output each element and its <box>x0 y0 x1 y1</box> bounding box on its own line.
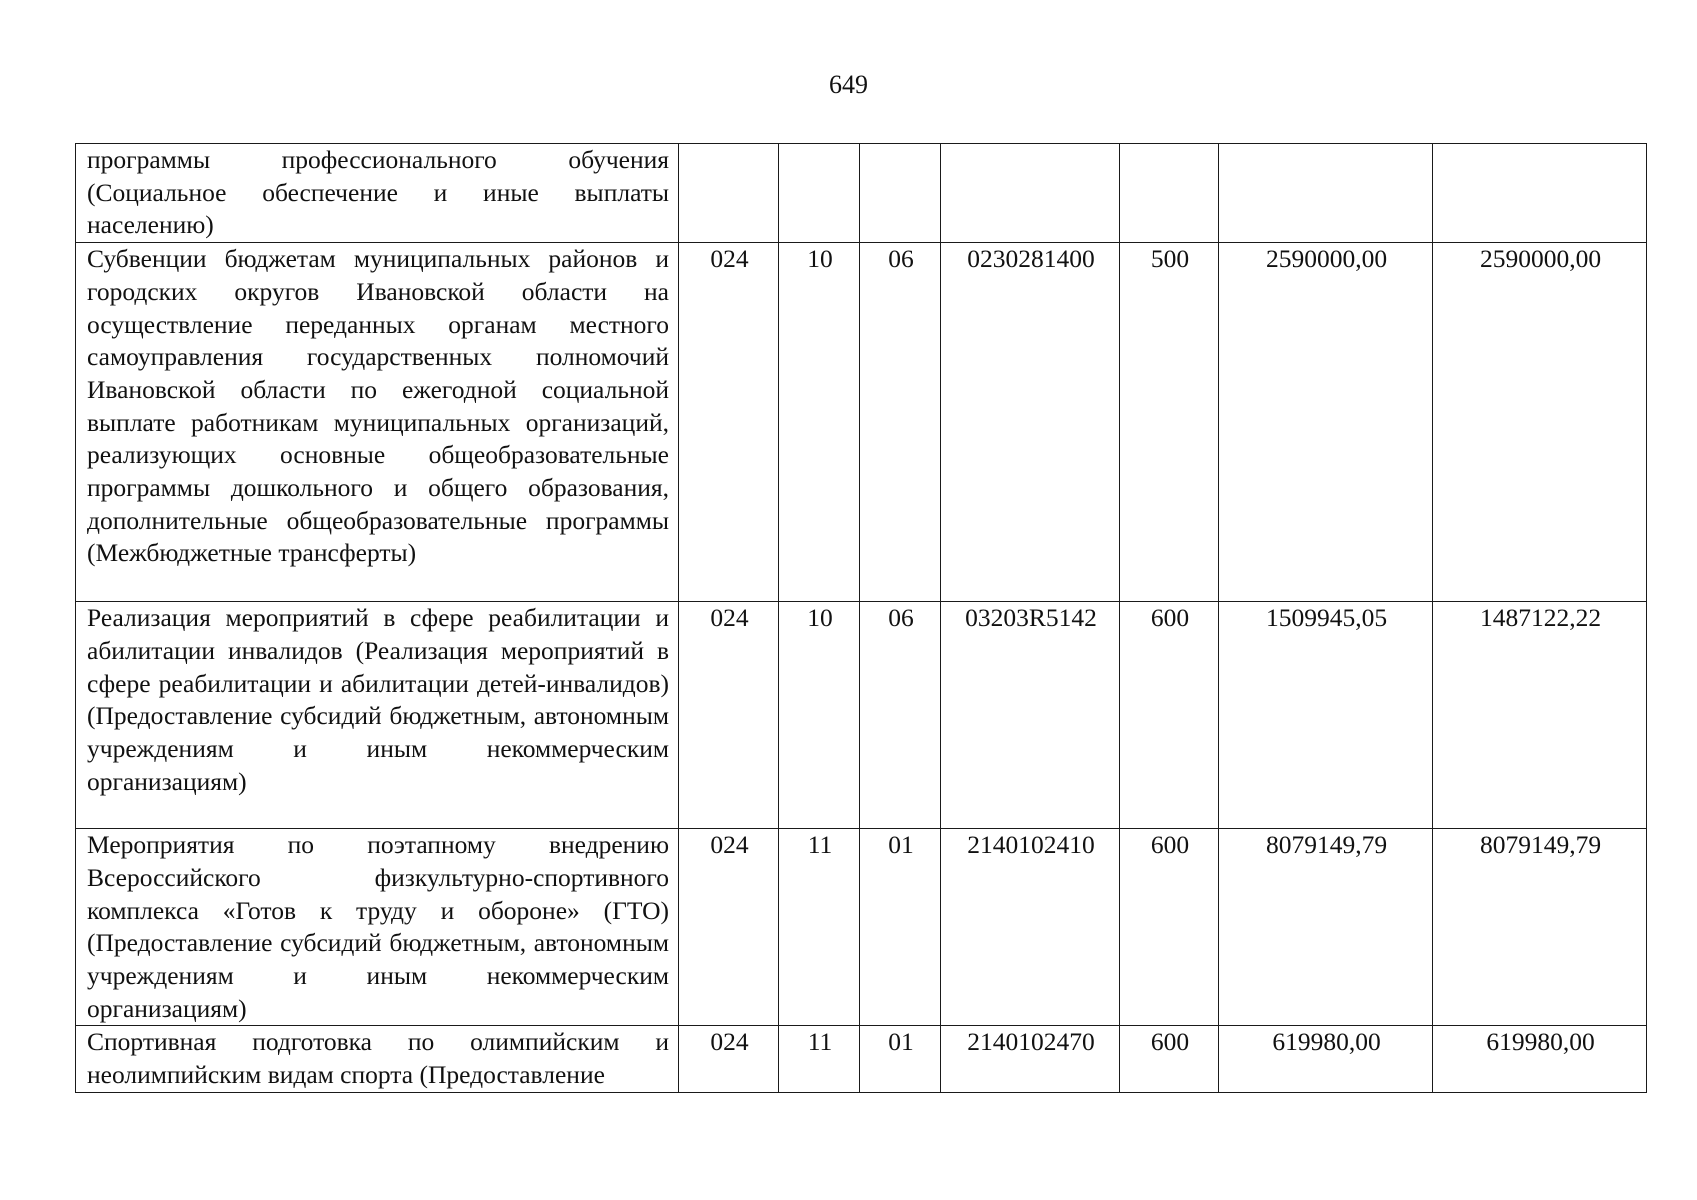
row-description: Мероприятия по поэтапному внедрению Всероссийского физкультурно-спортивного комплекса «Готов к труду и обороне» (ГТО) (Предоставление субсидий бюджетным, автономным учреждениям и иным некоммерческим организациям) <box>76 829 679 1026</box>
ministry-code <box>679 144 779 243</box>
amount-first: 619980,00 <box>1219 1026 1433 1092</box>
amount-first <box>1219 144 1433 243</box>
amount-second <box>1433 144 1647 243</box>
subsection-code <box>860 144 941 243</box>
ministry-code: 024 <box>679 602 779 829</box>
target-article-code: 2140102470 <box>941 1026 1120 1092</box>
amount-second: 619980,00 <box>1433 1026 1647 1092</box>
section-code: 11 <box>779 829 860 1026</box>
table-row <box>76 602 1647 829</box>
target-article-code <box>941 144 1120 243</box>
subsection-code: 06 <box>860 602 941 829</box>
table-row <box>76 144 1647 243</box>
expense-type-code: 600 <box>1120 829 1219 1026</box>
section-code: 11 <box>779 1026 860 1092</box>
subsection-code: 01 <box>860 829 941 1026</box>
amount-first: 2590000,00 <box>1219 243 1433 602</box>
page-number: 649 <box>829 70 868 99</box>
row-description: Реализация мероприятий в сфере реабилитации и абилитации инвалидов (Реализация мероприятий в сфере реабилитации и абилитации детей-инвалидов) (Предоставление субсидий бюджетным, автономным учреждениям и иным некоммерческим организациям) <box>76 602 679 829</box>
ministry-code: 024 <box>679 829 779 1026</box>
amount-first: 1509945,05 <box>1219 602 1433 829</box>
amount-second: 1487122,22 <box>1433 602 1647 829</box>
amount-first: 8079149,79 <box>1219 829 1433 1026</box>
section-code <box>779 144 860 243</box>
table-row <box>76 1026 1647 1092</box>
subsection-code: 06 <box>860 243 941 602</box>
row-description: программы профессионального обучения (Социальное обеспечение и иные выплаты населению) <box>76 144 679 243</box>
target-article-code: 03203R5142 <box>941 602 1120 829</box>
section-code: 10 <box>779 602 860 829</box>
table-row <box>76 243 1647 602</box>
section-code: 10 <box>779 243 860 602</box>
ministry-code: 024 <box>679 1026 779 1092</box>
expense-type-code <box>1120 144 1219 243</box>
target-article-code: 0230281400 <box>941 243 1120 602</box>
row-description: Субвенции бюджетам муниципальных районов и городских округов Ивановской области на осуществление переданных органам местного самоуправления государственных полномочий Ивановской области по ежегодной социальной выплате работникам муниципальных организаций, реализующих основные общеобразовательные программы дошкольного и общего образования, дополнительные общеобразовательные программы (Межбюджетные трансферты) <box>76 243 679 602</box>
row-description: Спортивная подготовка по олимпийским и неолимпийским видам спорта (Предоставление <box>76 1026 679 1092</box>
ministry-code: 024 <box>679 243 779 602</box>
table-row <box>76 829 1647 1026</box>
budget-table <box>75 143 1647 1093</box>
expense-type-code: 500 <box>1120 243 1219 602</box>
target-article-code: 2140102410 <box>941 829 1120 1026</box>
expense-type-code: 600 <box>1120 602 1219 829</box>
subsection-code: 01 <box>860 1026 941 1092</box>
amount-second: 2590000,00 <box>1433 243 1647 602</box>
amount-second: 8079149,79 <box>1433 829 1647 1026</box>
expense-type-code: 600 <box>1120 1026 1219 1092</box>
